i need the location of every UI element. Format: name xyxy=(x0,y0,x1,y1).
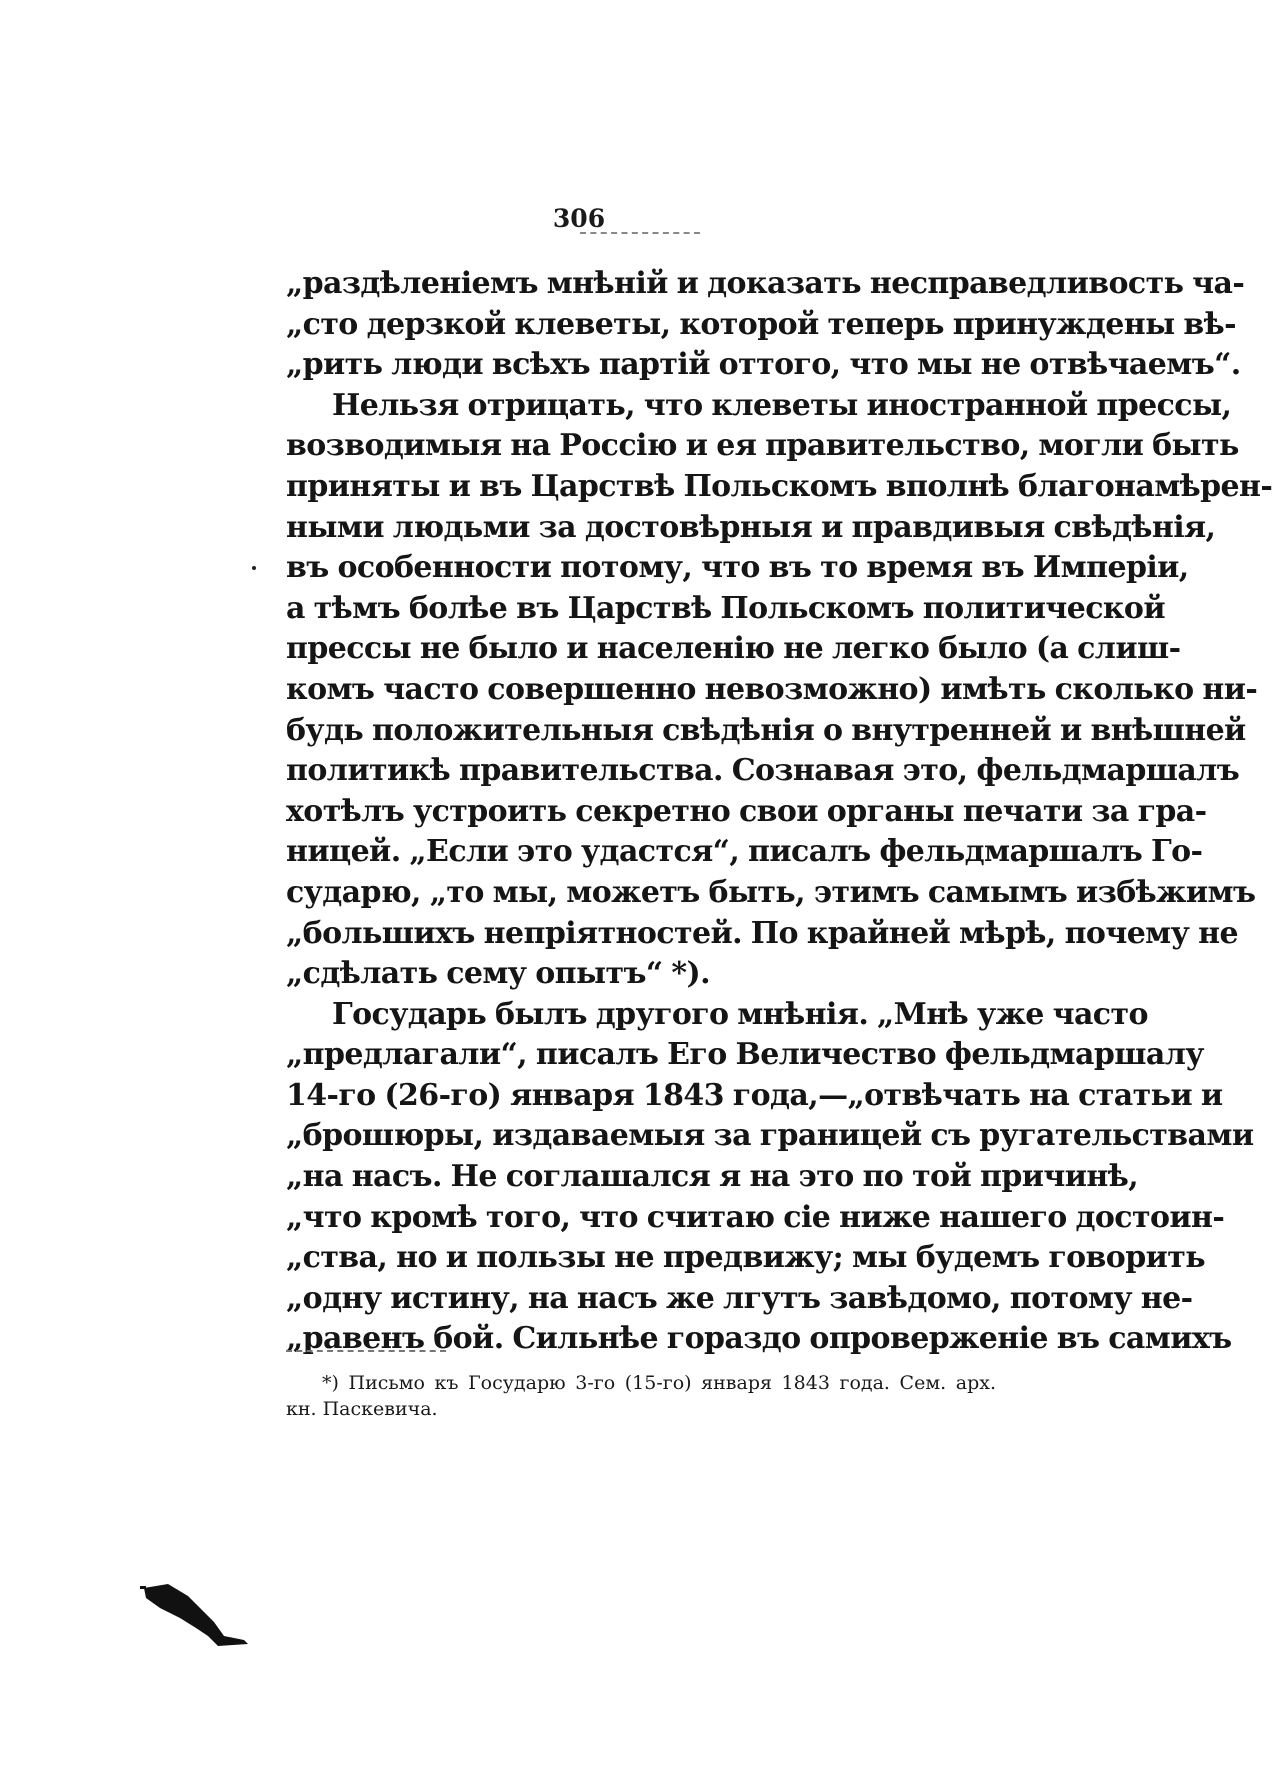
header-rule xyxy=(580,232,700,234)
text-line: политикѣ правительства. Сознавая это, фельдмаршалъ xyxy=(286,753,1240,789)
text-line: „одну истину, на насъ же лгутъ завѣдомо, потому не- xyxy=(286,1280,1193,1316)
text-line: хотѣлъ устроить секретно свои органы печати за гра- xyxy=(286,793,1207,829)
text-line: комъ часто совершенно невозможно) имѣть сколько ни- xyxy=(286,671,1258,707)
footnote-line: кн. Паскевича. xyxy=(286,1398,438,1420)
text-line: „большихъ непріятностей. По крайней мѣрѣ, почему не xyxy=(286,915,1238,951)
footnote-line: *) Письмо къ Государю 3-го (15-го) января 1843 года. Сем. арх. xyxy=(322,1372,996,1394)
text-line: будь положительныя свѣдѣнія о внутренней и внѣшней xyxy=(286,712,1246,748)
text-line: „равенъ бой. Сильнѣе гораздо опроверженіе въ самихъ xyxy=(286,1321,1232,1357)
text-line: 14-го (26-го) января 1843 года,—„отвѣчать на статьи и xyxy=(286,1077,1223,1113)
text-line: прессы не было и населенію не легко было (а слиш- xyxy=(286,631,1181,667)
text-line: „на насъ. Не соглашался я на это по той причинѣ, xyxy=(286,1159,1139,1195)
text-line: а тѣмъ болѣе въ Царствѣ Польскомъ политической xyxy=(286,590,1165,626)
text-line: „ства, но и пользы не предвижу; мы будемъ говорить xyxy=(286,1240,1205,1276)
body-text xyxy=(286,264,1272,1360)
text-line: „предлагали“, писалъ Его Величество фельдмаршалу xyxy=(286,1037,1204,1073)
ink-blot-icon xyxy=(140,1580,250,1650)
text-line: приняты и въ Царствѣ Польскомъ вполнѣ благонамѣрен- xyxy=(286,468,1272,504)
text-line: „брошюры, издаваемыя за границей съ ругательствами xyxy=(286,1118,1254,1154)
text-line: ными людьми за достовѣрныя и правдивыя свѣдѣнія, xyxy=(286,509,1216,545)
text-line: „сдѣлать сему опытъ“ *). xyxy=(286,956,710,992)
stray-ink-mark xyxy=(252,566,256,570)
text-line: сударю, „то мы, можетъ быть, этимъ самымъ избѣжимъ xyxy=(286,874,1256,910)
text-line: „сто дерзкой клеветы, которой теперь принуждены вѣ- xyxy=(286,306,1236,342)
text-line: ницей. „Если это удастся“, писалъ фельдмаршалъ Го- xyxy=(286,834,1203,870)
footnote-rule xyxy=(286,1350,446,1352)
text-line: возводимыя на Россію и ея правительство, могли быть xyxy=(286,428,1239,464)
page-number: 306 xyxy=(552,204,606,233)
footnote xyxy=(286,1370,996,1422)
text-line: „раздѣленіемъ мнѣній и доказать несправедливость ча- xyxy=(286,266,1245,301)
text-line: „рить люди всѣхъ партій оттого, что мы не отвѣчаемъ“. xyxy=(286,347,1241,383)
text-line: „что кромѣ того, что считаю сіе ниже нашего достоин- xyxy=(286,1199,1225,1235)
text-line: въ особенности потому, что въ то время въ Имперіи, xyxy=(286,550,1189,586)
text-line: Государь былъ другого мнѣнія. „Мнѣ уже часто xyxy=(332,996,1148,1032)
text-line: Нельзя отрицать, что клеветы иностранной прессы, xyxy=(332,387,1232,423)
